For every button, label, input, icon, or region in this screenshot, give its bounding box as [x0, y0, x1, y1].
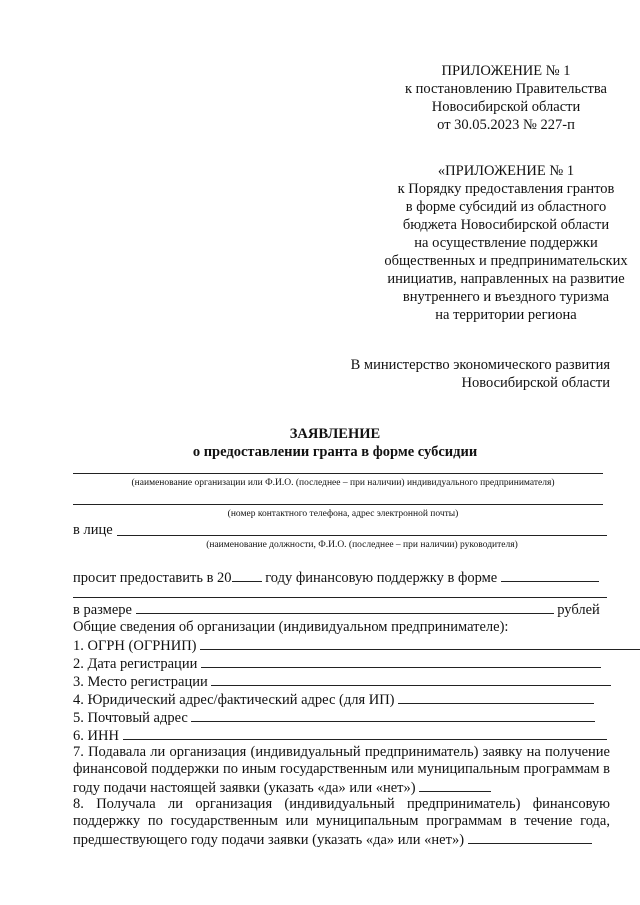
support-form-field-continued[interactable]: [73, 597, 607, 598]
org-name-field[interactable]: [73, 473, 603, 474]
order-appendix-line: бюджета Новосибирской области: [402, 217, 610, 233]
legal-address-field[interactable]: [398, 690, 594, 704]
contacts-caption: (номер контактного телефона, адрес электронной почты): [227, 509, 459, 519]
amount-suffix: рублей: [557, 602, 600, 618]
amount-line: [73, 600, 600, 619]
item-registration-place-label: 3. Место регистрации: [73, 674, 208, 690]
request-prefix: просит предоставить в 20: [73, 570, 232, 586]
addressee-region: Новосибирской области: [461, 375, 610, 391]
item-registration-place: [73, 672, 611, 691]
item-ogrn-label: 1. ОГРН (ОГРНИП): [73, 638, 197, 654]
representative-caption: (наименование должности, Ф.И.О. (последнее – при наличии) руководителя): [206, 540, 518, 550]
item-ogrn: [73, 636, 640, 655]
registration-place-field[interactable]: [211, 672, 611, 686]
item-7-text: 7. Подавала ли организация (индивидуальный предприниматель) заявку на получение финансовой поддержки по иным государственным или муниципальным программам в году подачи настоящей заявки (указать «да» или «нет»): [73, 744, 610, 796]
order-appendix-line: на осуществление поддержки: [414, 235, 598, 251]
document-title: ЗАЯВЛЕНИЕ: [289, 426, 381, 442]
appendix-header: [336, 62, 640, 134]
appendix-line: к постановлению Правительства: [405, 81, 607, 97]
item-postal-address-label: 5. Почтовый адрес: [73, 710, 188, 726]
item-8: [73, 796, 610, 849]
item-legal-address: [73, 690, 594, 709]
order-appendix-line: общественных и предпринимательских: [384, 253, 628, 269]
item-7: [73, 744, 610, 797]
support-form-field[interactable]: [501, 568, 599, 582]
request-line: [73, 568, 599, 587]
document-subtitle: о предоставлении гранта в форме субсидии: [192, 444, 478, 460]
addressee-ministry: В министерство экономического развития: [350, 357, 610, 373]
order-appendix-title: «ПРИЛОЖЕНИЕ № 1: [437, 163, 575, 179]
item-8-answer-field[interactable]: [468, 830, 592, 844]
item-7-answer-field[interactable]: [419, 778, 491, 792]
item-inn: [73, 726, 607, 745]
registration-date-field[interactable]: [201, 654, 601, 668]
order-appendix-line: к Порядку предоставления грантов: [397, 181, 615, 197]
item-registration-date-label: 2. Дата регистрации: [73, 656, 198, 672]
order-appendix-line: в форме субсидий из областного: [405, 199, 607, 215]
addressee: [351, 356, 610, 392]
amount-field[interactable]: [136, 600, 554, 614]
order-appendix-line: на территории региона: [435, 307, 577, 323]
appendix-title: ПРИЛОЖЕНИЕ № 1: [441, 63, 571, 79]
appendix-line: Новосибирской области: [431, 99, 581, 115]
year-field[interactable]: [232, 568, 262, 582]
in-person-label: в лице: [73, 522, 113, 538]
postal-address-field[interactable]: [191, 708, 595, 722]
item-inn-label: 6. ИНН: [73, 728, 119, 744]
inn-field[interactable]: [123, 726, 607, 740]
item-postal-address: [73, 708, 595, 727]
org-name-caption: (наименование организации или Ф.И.О. (последнее – при наличии) индивидуального предпринимателя): [131, 478, 555, 488]
representative-field[interactable]: [117, 535, 607, 536]
order-appendix-header: [336, 162, 640, 324]
item-legal-address-label: 4. Юридический адрес/фактический адрес (для ИП): [73, 692, 395, 708]
contacts-field[interactable]: [73, 504, 603, 505]
general-info-heading: Общие сведения об организации (индивидуальном предпринимателе):: [73, 619, 509, 635]
request-suffix: году финансовую поддержку в форме: [265, 570, 498, 586]
item-registration-date: [73, 654, 601, 673]
appendix-date: от 30.05.2023 № 227-п: [437, 117, 575, 133]
order-appendix-line: инициатив, направленных на развитие: [387, 271, 625, 287]
ogrn-field[interactable]: [200, 636, 640, 650]
amount-prefix: в размере: [73, 602, 132, 618]
order-appendix-line: внутреннего и въездного туризма: [402, 289, 610, 305]
item-8-text: 8. Получала ли организация (индивидуальный предприниматель) финансовую поддержку по государственным или муниципальным программам в течение года, предшествующего году подачи заявки (указать «да» или «нет»): [73, 796, 610, 848]
